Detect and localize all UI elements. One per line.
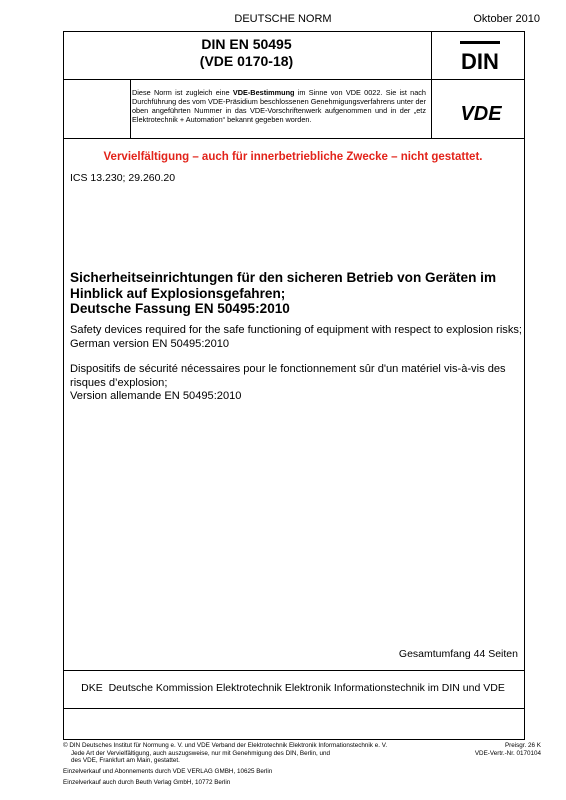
title-line: Hinblick auf Explosionsgefahren; xyxy=(70,285,286,301)
divider xyxy=(431,32,432,138)
ics-code: ICS 13.230; 29.260.20 xyxy=(70,172,176,184)
vde-logo-text: VDE xyxy=(460,103,502,124)
divider xyxy=(130,79,131,138)
title-line: German version EN 50495:2010 xyxy=(70,337,230,350)
order-number: VDE-Vertr.-Nr. 0170104 xyxy=(474,749,541,757)
sales-info: Einzelverkauf auch durch Beuth Verlag GmbH, 10772 Berlin xyxy=(63,779,231,786)
sales-info: Einzelverkauf und Abonnements durch VDE VERLAG GMBH, 10625 Berlin xyxy=(63,768,273,775)
din-logo-text: DIN xyxy=(461,49,499,74)
divider xyxy=(64,79,524,80)
notice-bold: VDE-Bestimmung xyxy=(232,88,295,97)
copyright-line: Jede Art der Vervielfältigung, auch auszugsweise, nur mit Genehmigung des DIN, Berlin, und xyxy=(71,749,331,757)
title-line: Dispositifs de sécurité nécessaires pour le fonctionnement sûr d'un matériel vis-à-vis des xyxy=(70,363,506,375)
price-info xyxy=(475,742,541,757)
title-line: risques d’explosion; xyxy=(70,376,168,389)
title-line: Safety devices required for the safe functioning of equipment with respect to explosion risks; xyxy=(70,324,523,336)
title-english xyxy=(70,324,523,351)
divider xyxy=(64,670,524,671)
title-german xyxy=(70,270,515,317)
vde-classification: (VDE 0170-18) xyxy=(199,53,294,69)
reproduction-notice: Vervielfältigung – auch für innerbetriebliche Zwecke – nicht gestattet. xyxy=(103,151,483,163)
price-group: Preisgr. 26 K xyxy=(504,742,541,749)
publication-date: Oktober 2010 xyxy=(473,13,540,25)
notice-text: im Sinne von VDE 0022. Sie ist nach Durchführung des vom VDE-Präsidium beschlossenen Genehmigungsverfahrens unter der oben angeführten Nummer in das VDE-Vorschriftenwerk aufgenommen und in der „etz Elektrotechnik + Automation“ bekannt gegeben worden. xyxy=(132,88,426,124)
committee-line: DKE Deutsche Kommission Elektrotechnik Elektronik Informationstechnik im DIN und VDE xyxy=(81,682,505,694)
vde-logo xyxy=(449,100,513,124)
vde-notice xyxy=(132,88,426,124)
document-number: DIN EN 50495 xyxy=(201,36,292,52)
copyright-line: © DIN Deutsches Institut für Normung e. V. und VDE Verband der Elektrotechnik Elektronik Informationstechnik e. V. xyxy=(63,742,388,749)
copyright-line: des VDE, Frankfurt am Main, gestattet. xyxy=(71,757,180,765)
title-line: Version allemande EN 50495:2010 xyxy=(70,390,242,402)
title-french xyxy=(70,363,520,404)
title-line: Sicherheitseinrichtungen für den sicheren Betrieb von Geräten im xyxy=(70,270,497,285)
copyright-notice xyxy=(63,742,423,765)
document-identifier xyxy=(63,36,430,70)
divider xyxy=(64,708,524,709)
divider xyxy=(64,138,524,139)
document-category: DEUTSCHE NORM xyxy=(234,13,332,25)
title-line: Deutsche Fassung EN 50495:2010 xyxy=(70,301,290,316)
din-logo xyxy=(458,40,504,74)
notice-text: Diese Norm ist zugleich eine xyxy=(132,88,233,97)
total-pages: Gesamtumfang 44 Seiten xyxy=(398,648,518,660)
